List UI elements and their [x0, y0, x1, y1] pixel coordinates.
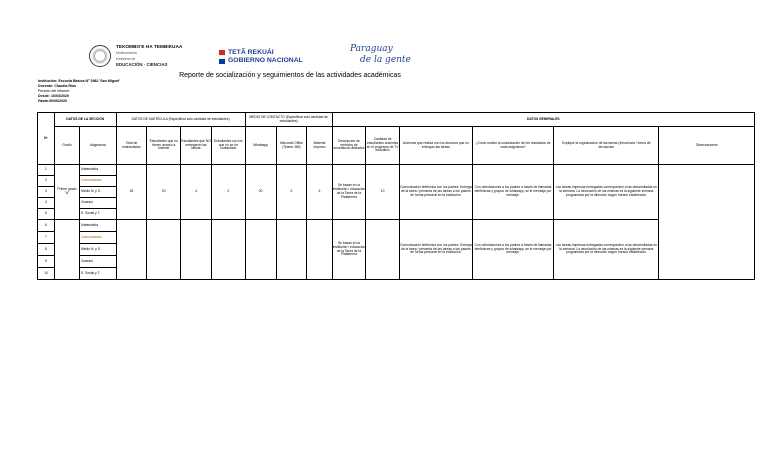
header-number: Nº: [38, 113, 55, 165]
material-impreso-cell: 4: [307, 165, 332, 220]
header-no-entregaron: Estudiantes que NO entregaron las tareas: [181, 127, 212, 165]
header-socializacion: ¿Cómo realizó la socialización de los resultados de cada asignatura?: [472, 127, 553, 165]
row-number: 5: [38, 209, 55, 220]
header-total-matriculados: Total de matriculados: [116, 127, 147, 165]
material-impreso-cell: [307, 220, 332, 280]
mec-seal-icon: [89, 45, 111, 67]
mec-logo: [89, 44, 183, 70]
socializacion-cell: Con orientaciones a los padres a través de llamadas telefónicas y grupos de whatsapp, se le mensaje por mensaje.: [472, 220, 553, 280]
subject-cell: Matemática: [80, 165, 116, 176]
subject-cell: E. Social y T.: [80, 209, 116, 220]
header-datos-matricula: DATOS DE MATRÍCULA (Especificar solo cantidad de estudiantes): [116, 113, 245, 127]
no-contactado-cell: 2: [211, 165, 245, 220]
row-number: 6: [38, 220, 55, 232]
mec-logo-line1: TEKOMBO'E HA TEMBIKUAA: [116, 44, 183, 49]
header-organizacion: Explique la organización de las tareas (frecuencia / forma de devolución: [554, 127, 659, 165]
row-number: 10: [38, 268, 55, 280]
mec-logo-line4: EDUCACIÓN · CIENCIAS: [116, 62, 168, 67]
row-number: 2: [38, 176, 55, 187]
subject-cell: Guaraní: [80, 198, 116, 209]
header-material-impreso: Material Impreso: [307, 127, 332, 165]
gobierno-nacional-logo: [219, 49, 315, 67]
subject-cell: Matemática: [80, 220, 116, 232]
subject-cell: Medio N. y S.: [80, 244, 116, 256]
subject-cell: Comunicación: [80, 176, 116, 187]
subject-cell: Medio N. y S.: [80, 187, 116, 198]
row-number: 1: [38, 165, 55, 176]
whatsapp-cell: 20: [245, 165, 276, 220]
paraguay-logo-line1: Paraguay: [350, 44, 393, 54]
report-table: [37, 112, 755, 280]
header-cantidad-ausentes: Cantidad de estudiantes ausentes en el programa de TV educativo: [366, 127, 400, 165]
acciones-cell: Comunicación telefónica con los padres. Entrega de la tarea / presenta de las tareas a los padres de forma personal en la institución.: [399, 165, 472, 220]
paraguay-logo-line2: de la gente: [360, 55, 411, 65]
grade-cell: Primer grado "A": [54, 165, 79, 220]
header-datos-generales: DATOS GENERALES: [332, 113, 754, 127]
sin-internet-cell: 20: [147, 165, 181, 220]
socializacion-cell: Con orientaciones a los padres a través de llamadas telefónicas y grupos de whatsapp, se le mensaje por mensaje.: [472, 165, 553, 220]
organizacion-cell: Las tareas impresas entregadas corresponden a las desarrolladas en la semana. La devolución de las mismas es la siguiente semana programada por la dirección según horario establecido.: [554, 220, 659, 280]
mec-logo-line3: Ministerio de: [116, 57, 136, 61]
subject-cell: Comunicación: [80, 232, 116, 244]
institution-line: Institución: Escuela Básica Nº 2982 'San Miguel': [38, 79, 121, 83]
report-title: Reporte de socialización y seguimientos de las actividades académicas: [179, 72, 401, 79]
header-grado: Grado: [54, 127, 79, 165]
no-contactado-cell: [211, 220, 245, 280]
paraguay-flag-icon: [219, 50, 225, 64]
microsoft-cell: [276, 220, 307, 280]
gobierno-logo-line2: GOBIERNO NACIONAL: [228, 57, 303, 64]
microsoft-cell: 0: [276, 165, 307, 220]
subject-cell: Guaraní: [80, 256, 116, 268]
total-matriculados-cell: [116, 220, 147, 280]
paraguay-de-la-gente-logo: [350, 44, 411, 72]
no-entregaron-cell: [181, 220, 212, 280]
header-observaciones: Observaciones: [659, 127, 755, 165]
row-number: 3: [38, 187, 55, 198]
header-sin-internet: Estudiantes que no tienen acceso a internet: [147, 127, 181, 165]
gobierno-logo-line1: TETÃ REKUÁI: [228, 49, 274, 56]
period-line: Periodo del informe:: [38, 89, 71, 93]
report-info: [38, 79, 120, 104]
row-number: 9: [38, 256, 55, 268]
header-whatsapp: Whatsapp: [245, 127, 276, 165]
sin-internet-cell: [147, 220, 181, 280]
descripcion-cell: Se basan en la institución / educación de la Tarea de la Plataforma: [332, 165, 366, 220]
acciones-cell: Comunicación telefónica con los padres. Entrega de la tarea / presenta de las tareas a los padres de forma personal en la institución.: [399, 220, 472, 280]
row-number: 8: [38, 244, 55, 256]
ausentes-cell: [366, 220, 400, 280]
grade-cell: [54, 220, 79, 280]
organizacion-cell: Las tareas impresas entregadas corresponden a las desarrolladas en la semana. La devolución de las mismas es la siguiente semana programada por la dirección según horario establecido.: [554, 165, 659, 220]
row-number: 4: [38, 198, 55, 209]
header-acciones: Acciones que realiza con los alumnos que no entregan las tareas: [399, 127, 472, 165]
total-matriculados-cell: 26: [116, 165, 147, 220]
header-descripcion: Descripción de métodos de enseñanza utilizados: [332, 127, 366, 165]
mec-logo-line2: Motenondeha: [116, 51, 137, 55]
header-medio-contacto: MEDIO DE CONTACTO (Especificar solo cantidad de estudiantes): [245, 113, 332, 127]
observaciones-cell: [659, 165, 755, 280]
descripcion-cell: Se basan en la institución / educación de la Tarea de la Plataforma: [332, 220, 366, 280]
date-to-line: Hasta:30/06/2020: [38, 99, 67, 103]
row-number: 7: [38, 232, 55, 244]
teacher-line: Docente: Claudia Ríos: [38, 84, 77, 88]
whatsapp-cell: [245, 220, 276, 280]
no-entregaron-cell: 4: [181, 165, 212, 220]
subject-cell: E. Social y T.: [80, 268, 116, 280]
header-asignatura: Asignatura: [80, 127, 116, 165]
header-datos-seccion: DATOS DE LA SECCIÓN: [54, 113, 116, 127]
ausentes-cell: 10: [366, 165, 400, 220]
header-no-contactado: Estudiantes con los que no se ha contactado: [211, 127, 245, 165]
date-from-line: Desde: 16/03/2020: [38, 94, 69, 98]
header-microsoft: Microsoft Office (Teams 365): [276, 127, 307, 165]
